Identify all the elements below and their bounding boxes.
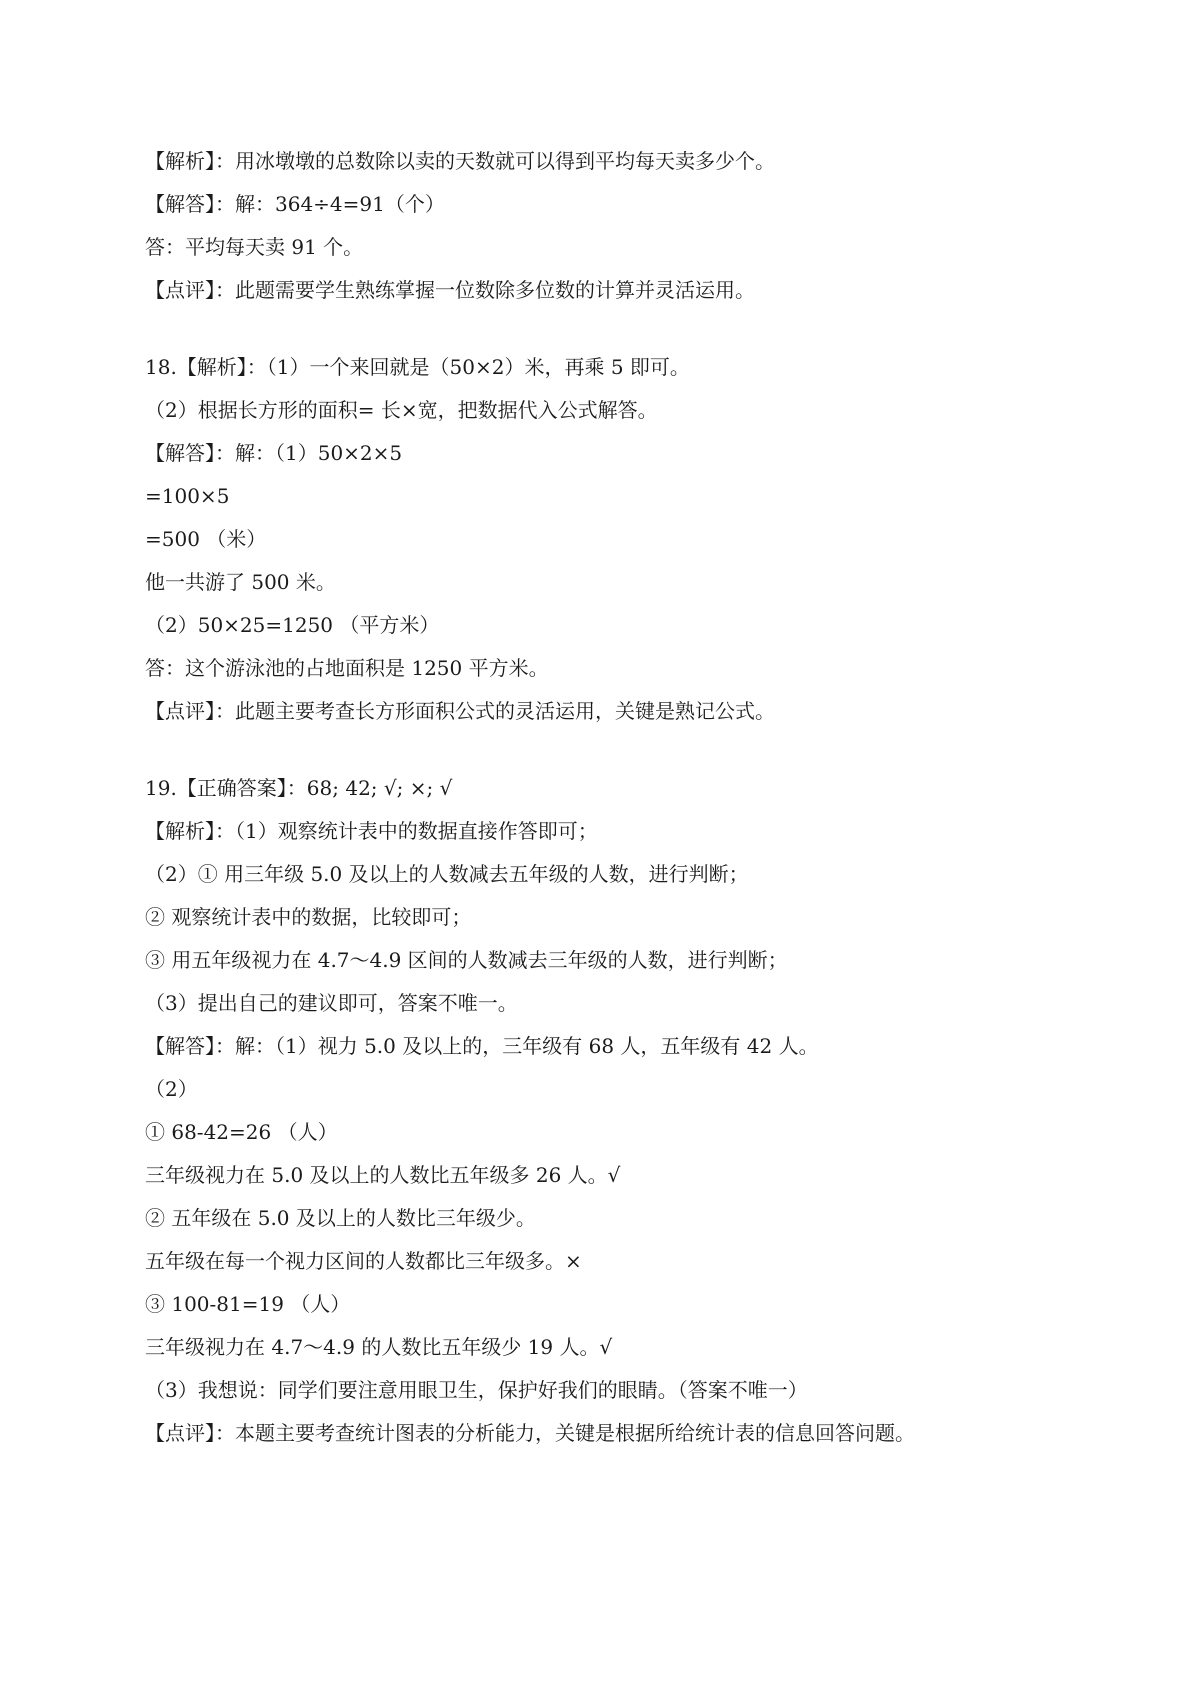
question-19-solution: [145, 767, 1045, 1455]
solution-line: 【解答】：解：（1）50×2×5: [145, 441, 403, 465]
calculation-line: =500 （米）: [145, 527, 267, 551]
answer-line: 答：这个游泳池的占地面积是 1250 平方米。: [145, 656, 549, 680]
solution-line: （2）: [145, 1077, 198, 1101]
analysis-line: ③ 用五年级视力在 4.7～4.9 区间的人数减去三年级的人数，进行判断；: [145, 948, 788, 972]
question-18-solution: [145, 346, 1045, 733]
answer-content: [145, 140, 1045, 1455]
answer-line: 答：平均每天卖 91 个。: [145, 235, 364, 259]
calculation-line: ③ 100-81=19 （人）: [145, 1292, 351, 1316]
section-gap: [145, 733, 1045, 767]
answer-line: 三年级视力在 4.7～4.9 的人数比五年级少 19 人。√: [145, 1335, 613, 1359]
calculation-line: （2）50×25=1250 （平方米）: [145, 613, 440, 637]
solution-line: 【解答】：解：364÷4=91（个）: [145, 192, 445, 216]
solution-line: 【解答】：解：（1）视力 5.0 及以上的，三年级有 68 人，五年级有 42 人。: [145, 1034, 819, 1058]
calculation-line: =100×5: [145, 484, 230, 508]
analysis-line: （3）提出自己的建议即可，答案不唯一。: [145, 991, 518, 1015]
answer-line: （3）我想说：同学们要注意用眼卫生，保护好我们的眼睛。（答案不唯一）: [145, 1378, 808, 1402]
analysis-line: 18.【解析】：（1）一个来回就是（50×2）米，再乘 5 即可。: [145, 355, 690, 379]
calculation-line: ① 68-42=26 （人）: [145, 1120, 338, 1144]
analysis-line: 【解析】：（1）观察统计表中的数据直接作答即可；: [145, 819, 598, 843]
answer-line: 三年级视力在 5.0 及以上的人数比五年级多 26 人。√: [145, 1163, 621, 1187]
comment-line: 【点评】：此题需要学生熟练掌握一位数除多位数的计算并灵活运用。: [145, 278, 755, 302]
analysis-line: ② 观察统计表中的数据，比较即可；: [145, 905, 472, 929]
analysis-line: （2）根据长方形的面积= 长×宽，把数据代入公式解答。: [145, 398, 658, 422]
comment-line: 【点评】：此题主要考查长方形面积公式的灵活运用，关键是熟记公式。: [145, 699, 775, 723]
analysis-line: （2）① 用三年级 5.0 及以上的人数减去五年级的人数，进行判断；: [145, 862, 749, 886]
answer-line: ② 五年级在 5.0 及以上的人数比三年级少。: [145, 1206, 536, 1230]
answer-line: 他一共游了 500 米。: [145, 570, 336, 594]
comment-line: 【点评】：本题主要考查统计图表的分析能力，关键是根据所给统计表的信息回答问题。: [145, 1421, 915, 1445]
section-gap: [145, 312, 1045, 346]
question-17-solution: [145, 140, 1045, 312]
answer-line: 五年级在每一个视力区间的人数都比三年级多。×: [145, 1249, 582, 1273]
correct-answer-line: 19.【正确答案】：68; 42; √; ×; √: [145, 776, 453, 800]
analysis-line: 【解析】：用冰墩墩的总数除以卖的天数就可以得到平均每天卖多少个。: [145, 149, 775, 173]
